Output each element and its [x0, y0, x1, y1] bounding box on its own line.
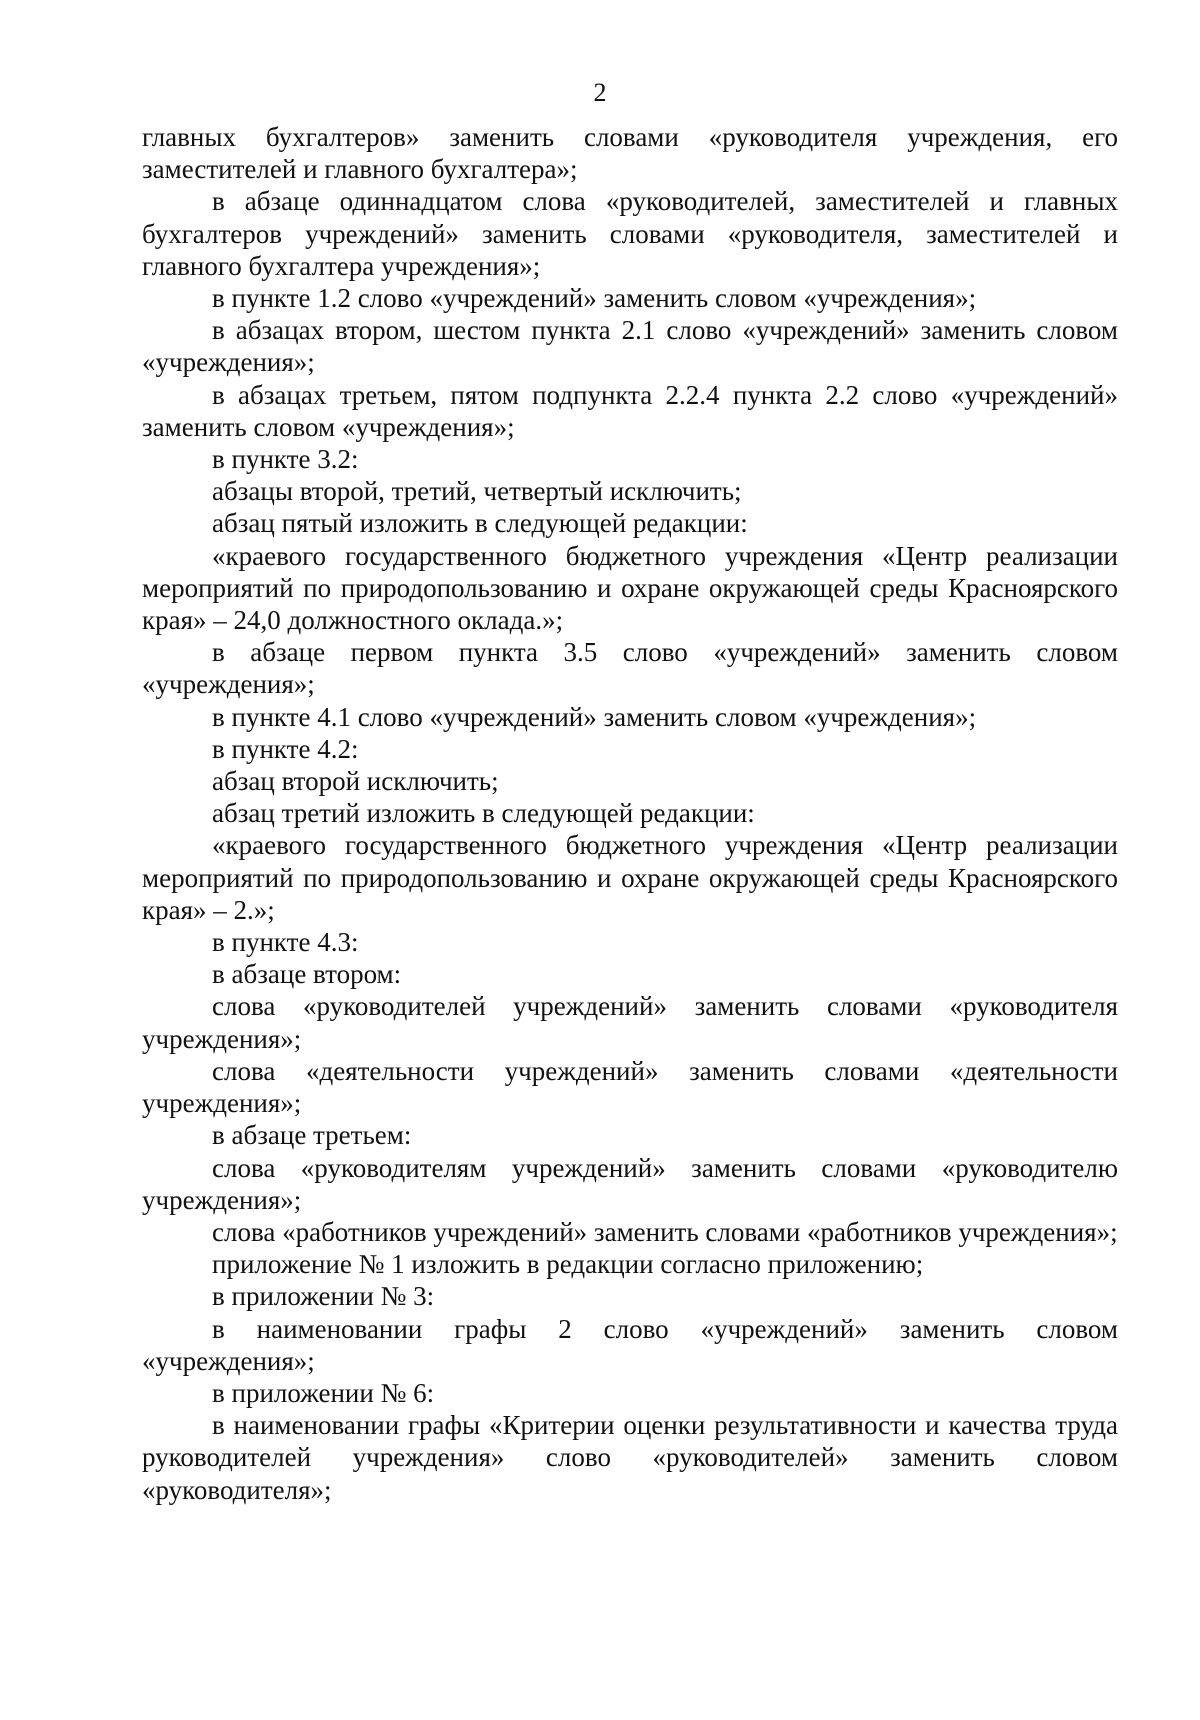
- paragraph: главных бухгалтеров» заменить словами «руководителя учреждения, его заместителей и главного бухгалтера»;: [142, 122, 1118, 185]
- paragraph: в абзацах втором, шестом пункта 2.1 слово «учреждений» заменить словом «учреждения»;: [142, 315, 1118, 378]
- paragraph: абзац пятый изложить в следующей редакции:: [212, 508, 748, 539]
- paragraph: в наименовании графы «Критерии оценки результативности и качества труда руководителей учреждения» слово «руководителей» заменить словом «руководителя»;: [142, 1410, 1118, 1505]
- paragraph: в пункте 4.1 слово «учреждений» заменить словом «учреждения»;: [212, 701, 977, 732]
- paragraph: в приложении № 3:: [212, 1281, 435, 1312]
- paragraph: в абзаце первом пункта 3.5 слово «учреждений» заменить словом «учреждения»;: [142, 637, 1118, 700]
- paragraph: слова «деятельности учреждений» заменить словами «деятельности учреждения»;: [142, 1055, 1118, 1119]
- paragraph: приложение № 1 изложить в редакции согласно приложению;: [212, 1249, 924, 1280]
- paragraph: «краевого государственного бюджетного учреждения «Центр реализации мероприятий по природопользованию и охране окружающей среды Красноярского края» – 24,0 должностного оклада.»;: [142, 540, 1118, 636]
- paragraph: в абзаце третьем:: [212, 1120, 412, 1151]
- paragraph: в приложении № 6:: [212, 1377, 435, 1408]
- paragraph: «краевого государственного бюджетного учреждения «Центр реализации мероприятий по природопользованию и охране окружающей среды Красноярского края» – 2.»;: [142, 830, 1118, 925]
- paragraph: в пункте 1.2 слово «учреждений» заменить словом «учреждения»;: [212, 283, 977, 314]
- paragraph: слова «работников учреждений» заменить словами «работников учреждения»;: [212, 1216, 1118, 1247]
- paragraph: в пункте 4.2:: [212, 733, 359, 764]
- paragraph: слова «руководителей учреждений» заменить словами «руководителя учреждения»;: [142, 991, 1118, 1054]
- document-body: [142, 121, 1118, 1506]
- paragraph: в наименовании графы 2 слово «учреждений» заменить словом «учреждения»;: [142, 1313, 1118, 1376]
- paragraph: абзацы второй, третий, четвертый исключить;: [212, 476, 742, 507]
- paragraph: в пункте 3.2:: [212, 444, 359, 475]
- paragraph: слова «руководителям учреждений» заменить словами «руководителю учреждения»;: [142, 1152, 1118, 1215]
- paragraph: абзац третий изложить в следующей редакции:: [212, 798, 755, 829]
- paragraph: в пункте 4.3:: [212, 927, 359, 958]
- paragraph: в абзаце одиннадцатом слова «руководителей, заместителей и главных бухгалтеров учреждений» заменить словами «руководителя, заместителей и главного бухгалтера учреждения»;: [142, 186, 1118, 281]
- paragraph: в абзаце втором:: [212, 959, 402, 990]
- page-number: 2: [593, 78, 607, 107]
- paragraph: в абзацах третьем, пятом подпункта 2.2.4 пункта 2.2 слово «учреждений» заменить словом «учреждения»;: [142, 379, 1118, 442]
- paragraph: абзац второй исключить;: [212, 766, 499, 797]
